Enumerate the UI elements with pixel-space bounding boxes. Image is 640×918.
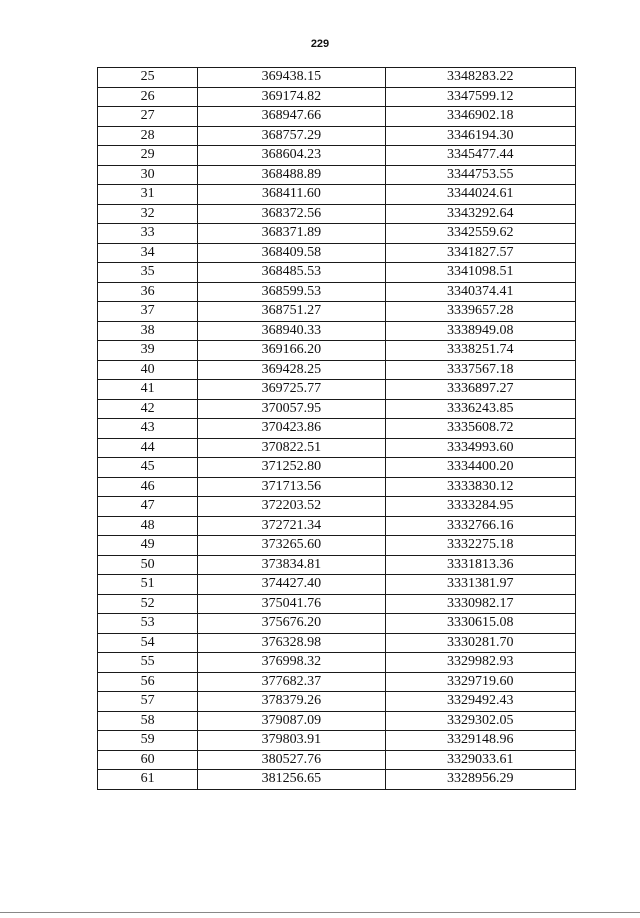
x-coordinate-cell: 369166.20 [198,341,385,361]
point-number-cell: 38 [98,321,198,341]
table-row [98,185,576,205]
y-coordinate-cell: 3346194.30 [385,126,575,146]
point-number-cell: 60 [98,750,198,770]
x-coordinate-cell: 380527.76 [198,750,385,770]
y-coordinate-cell: 3331381.97 [385,575,575,595]
y-coordinate-cell: 3342559.62 [385,224,575,244]
x-coordinate-cell: 368604.23 [198,146,385,166]
x-coordinate-cell: 368488.89 [198,165,385,185]
point-number-cell: 55 [98,653,198,673]
table-row [98,711,576,731]
x-coordinate-cell: 379803.91 [198,731,385,751]
y-coordinate-cell: 3336897.27 [385,380,575,400]
table-row [98,770,576,790]
y-coordinate-cell: 3341827.57 [385,243,575,263]
point-number-cell: 44 [98,438,198,458]
y-coordinate-cell: 3329148.96 [385,731,575,751]
x-coordinate-cell: 369174.82 [198,87,385,107]
point-number-cell: 27 [98,107,198,127]
y-coordinate-cell: 3331813.36 [385,555,575,575]
point-number-cell: 57 [98,692,198,712]
y-coordinate-cell: 3329492.43 [385,692,575,712]
y-coordinate-cell: 3329982.93 [385,653,575,673]
y-coordinate-cell: 3338949.08 [385,321,575,341]
y-coordinate-cell: 3344753.55 [385,165,575,185]
table-row [98,516,576,536]
table-row [98,282,576,302]
x-coordinate-cell: 373834.81 [198,555,385,575]
x-coordinate-cell: 368409.58 [198,243,385,263]
y-coordinate-cell: 3337567.18 [385,360,575,380]
page-number: 229 [310,38,330,50]
table-row [98,302,576,322]
table-row [98,497,576,517]
point-number-cell: 41 [98,380,198,400]
table-row [98,87,576,107]
point-number-cell: 42 [98,399,198,419]
y-coordinate-cell: 3329033.61 [385,750,575,770]
table-row [98,594,576,614]
x-coordinate-cell: 369428.25 [198,360,385,380]
point-number-cell: 29 [98,146,198,166]
table-row [98,107,576,127]
point-number-cell: 50 [98,555,198,575]
table-row [98,68,576,88]
x-coordinate-cell: 370822.51 [198,438,385,458]
point-number-cell: 31 [98,185,198,205]
y-coordinate-cell: 3335608.72 [385,419,575,439]
point-number-cell: 25 [98,68,198,88]
y-coordinate-cell: 3333830.12 [385,477,575,497]
point-number-cell: 43 [98,419,198,439]
y-coordinate-cell: 3333284.95 [385,497,575,517]
point-number-cell: 28 [98,126,198,146]
point-number-cell: 45 [98,458,198,478]
y-coordinate-cell: 3338251.74 [385,341,575,361]
y-coordinate-cell: 3328956.29 [385,770,575,790]
y-coordinate-cell: 3336243.85 [385,399,575,419]
point-number-cell: 37 [98,302,198,322]
point-number-cell: 48 [98,516,198,536]
x-coordinate-cell: 368940.33 [198,321,385,341]
x-coordinate-cell: 368411.60 [198,185,385,205]
x-coordinate-cell: 375041.76 [198,594,385,614]
point-number-cell: 51 [98,575,198,595]
point-number-cell: 46 [98,477,198,497]
coordinate-table [97,67,576,790]
y-coordinate-cell: 3344024.61 [385,185,575,205]
table-row [98,380,576,400]
table-row [98,399,576,419]
point-number-cell: 30 [98,165,198,185]
table-row [98,263,576,283]
table-row [98,438,576,458]
point-number-cell: 58 [98,711,198,731]
table-row [98,419,576,439]
x-coordinate-cell: 368485.53 [198,263,385,283]
y-coordinate-cell: 3332275.18 [385,536,575,556]
table-row [98,692,576,712]
point-number-cell: 26 [98,87,198,107]
x-coordinate-cell: 368757.29 [198,126,385,146]
table-row [98,633,576,653]
point-number-cell: 56 [98,672,198,692]
table-body [98,68,576,790]
x-coordinate-cell: 369725.77 [198,380,385,400]
point-number-cell: 59 [98,731,198,751]
y-coordinate-cell: 3329302.05 [385,711,575,731]
x-coordinate-cell: 377682.37 [198,672,385,692]
table-row [98,614,576,634]
table-row [98,126,576,146]
x-coordinate-cell: 373265.60 [198,536,385,556]
table-row [98,536,576,556]
x-coordinate-cell: 370423.86 [198,419,385,439]
x-coordinate-cell: 368371.89 [198,224,385,244]
y-coordinate-cell: 3330982.17 [385,594,575,614]
point-number-cell: 49 [98,536,198,556]
x-coordinate-cell: 381256.65 [198,770,385,790]
x-coordinate-cell: 368372.56 [198,204,385,224]
y-coordinate-cell: 3345477.44 [385,146,575,166]
point-number-cell: 34 [98,243,198,263]
y-coordinate-cell: 3329719.60 [385,672,575,692]
table-row [98,458,576,478]
x-coordinate-cell: 371713.56 [198,477,385,497]
x-coordinate-cell: 368599.53 [198,282,385,302]
table-row [98,477,576,497]
y-coordinate-cell: 3330281.70 [385,633,575,653]
table-row [98,224,576,244]
point-number-cell: 39 [98,341,198,361]
point-number-cell: 61 [98,770,198,790]
y-coordinate-cell: 3348283.22 [385,68,575,88]
table-row [98,341,576,361]
x-coordinate-cell: 378379.26 [198,692,385,712]
y-coordinate-cell: 3346902.18 [385,107,575,127]
x-coordinate-cell: 372203.52 [198,497,385,517]
point-number-cell: 54 [98,633,198,653]
y-coordinate-cell: 3339657.28 [385,302,575,322]
table-row [98,653,576,673]
point-number-cell: 47 [98,497,198,517]
y-coordinate-cell: 3332766.16 [385,516,575,536]
point-number-cell: 52 [98,594,198,614]
table-row [98,321,576,341]
x-coordinate-cell: 372721.34 [198,516,385,536]
x-coordinate-cell: 375676.20 [198,614,385,634]
table-row [98,555,576,575]
x-coordinate-cell: 379087.09 [198,711,385,731]
y-coordinate-cell: 3334400.20 [385,458,575,478]
x-coordinate-cell: 369438.15 [198,68,385,88]
point-number-cell: 35 [98,263,198,283]
x-coordinate-cell: 374427.40 [198,575,385,595]
table-row [98,165,576,185]
point-number-cell: 53 [98,614,198,634]
x-coordinate-cell: 376328.98 [198,633,385,653]
table-row [98,575,576,595]
y-coordinate-cell: 3347599.12 [385,87,575,107]
table-row [98,360,576,380]
table-row [98,243,576,263]
point-number-cell: 32 [98,204,198,224]
point-number-cell: 36 [98,282,198,302]
y-coordinate-cell: 3340374.41 [385,282,575,302]
table-row [98,204,576,224]
point-number-cell: 33 [98,224,198,244]
x-coordinate-cell: 368947.66 [198,107,385,127]
table-row [98,146,576,166]
table-row [98,750,576,770]
x-coordinate-cell: 371252.80 [198,458,385,478]
x-coordinate-cell: 370057.95 [198,399,385,419]
x-coordinate-cell: 376998.32 [198,653,385,673]
page-bottom-edge [0,912,640,913]
y-coordinate-cell: 3343292.64 [385,204,575,224]
point-number-cell: 40 [98,360,198,380]
y-coordinate-cell: 3330615.08 [385,614,575,634]
y-coordinate-cell: 3341098.51 [385,263,575,283]
y-coordinate-cell: 3334993.60 [385,438,575,458]
x-coordinate-cell: 368751.27 [198,302,385,322]
table-row [98,672,576,692]
table-row [98,731,576,751]
